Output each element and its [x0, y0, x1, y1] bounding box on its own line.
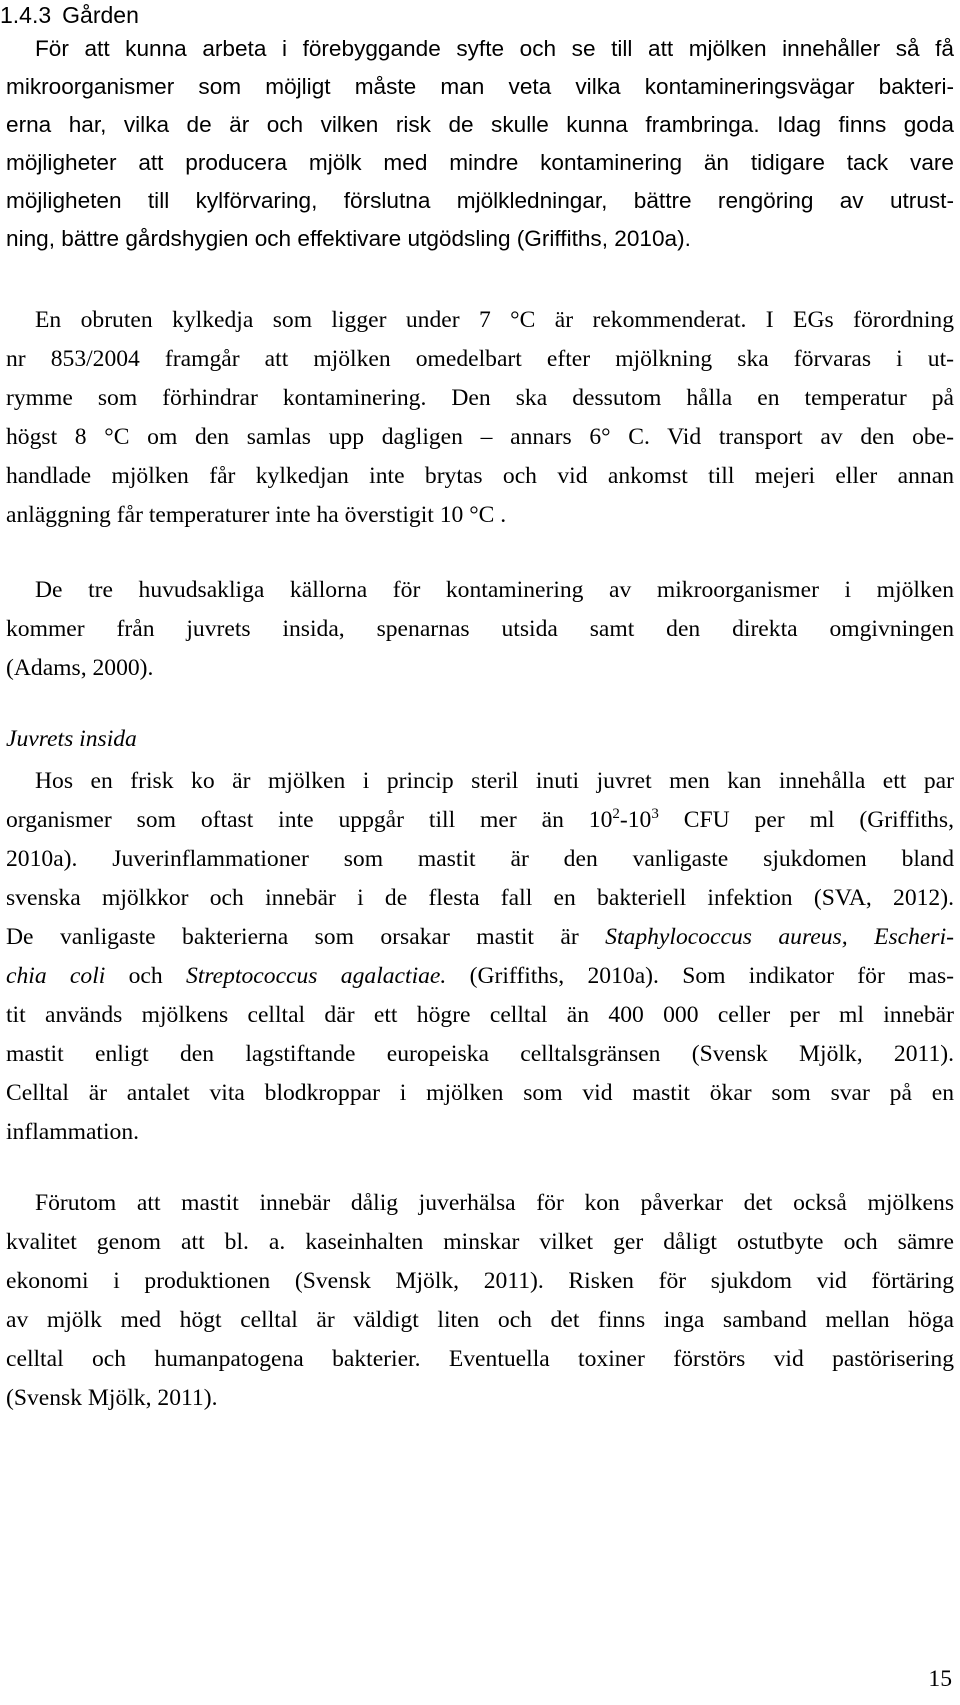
paragraph-line: nr 853/2004 framgår att mjölken omedelbart efter mjölkning ska förvaras i ut-: [6, 346, 954, 372]
section-number: 1.4.3: [0, 2, 52, 28]
paragraph-line: celltal och humanpatogena bakterier. Eventuella toxiner förstörs vid pastörisering: [6, 1346, 954, 1372]
paragraph-line: Celltal är antalet vita blodkroppar i mjölken som vid mastit ökar som svar på en: [6, 1080, 954, 1106]
paragraph-line: ekonomi i produktionen (Svensk Mjölk, 2011). Risken för sjukdom vid förtäring: [6, 1268, 954, 1294]
paragraph-line: [6, 917, 954, 957]
paragraph-line: mastit enligt den lagstiftande europeiska celltalsgränsen (Svensk Mjölk, 2011).: [6, 1041, 954, 1067]
paragraph-line: erna har, vilka de är och vilken risk de skulle kunna frambringa. Idag finns goda: [6, 112, 954, 137]
paragraph-line: En obruten kylkedja som ligger under 7 °C är rekommenderat. I EGs förordning: [35, 307, 954, 333]
paragraph-line: mikroorganismer som möjligt måste man veta vilka kontamineringsvägar bakteri-: [6, 74, 954, 99]
text-run: De vanligaste bakterierna som orsakar mastit är: [6, 924, 606, 950]
paragraph-line: anläggning får temperaturer inte ha överstigit 10 °C .: [6, 502, 507, 528]
section-title: Gården: [62, 2, 139, 28]
paragraph-line: För att kunna arbeta i förebyggande syfte och se till att mjölken innehåller så få: [35, 36, 954, 61]
paragraph-line: [6, 800, 954, 840]
paragraph-line: möjligheter att producera mjölk med mindre kontaminering än tidigare tack vare: [6, 150, 954, 175]
paragraph-line: högst 8 °C om den samlas upp dagligen – annars 6° C. Vid transport av den obe-: [6, 424, 954, 450]
paragraph-line: rymme som förhindrar kontaminering. Den ska dessutom hålla en temperatur på: [6, 385, 954, 411]
text-run: och: [105, 963, 187, 989]
subheading: Juvrets insida: [6, 726, 137, 752]
paragraph-line: kvalitet genom att bl. a. kaseinhalten minskar vilket ger dåligt ostutbyte och sämre: [6, 1229, 954, 1255]
superscript: 3: [651, 806, 659, 822]
paragraph-line: av mjölk med högt celltal är väldigt liten och det finns inga samband mellan höga: [6, 1307, 954, 1333]
section-heading: [0, 0, 139, 30]
species-name: chia coli: [6, 963, 106, 989]
paragraph-line: [6, 956, 954, 996]
text-run: organismer som oftast inte uppgår till mer än 10: [6, 807, 613, 833]
text-run: (Griffiths, 2010a). Som indikator för mas-: [446, 963, 954, 989]
paragraph-line: De tre huvudsakliga källorna för kontaminering av mikroorganismer i mjölken: [35, 577, 954, 603]
paragraph-line: Hos en frisk ko är mjölken i princip steril inuti juvret men kan innehålla ett par: [35, 768, 954, 794]
paragraph-line: möjligheten till kylförvaring, förslutna mjölkledningar, bättre rengöring av utrust-: [6, 188, 954, 213]
paragraph-line: (Adams, 2000).: [6, 655, 154, 681]
paragraph-line: Förutom att mastit innebär dålig juverhälsa för kon påverkar det också mjölkens: [35, 1190, 954, 1216]
paragraph-line: tit används mjölkens celltal där ett högre celltal än 400 000 celler per ml innebär: [6, 1002, 954, 1028]
text-run: -10: [619, 807, 652, 833]
paragraph-line: handlade mjölken får kylkedjan inte brytas och vid ankomst till mejeri eller annan: [6, 463, 954, 489]
paragraph-line: 2010a). Juverinflammationer som mastit är den vanligaste sjukdomen bland: [6, 846, 954, 872]
page-number: 15: [928, 1666, 952, 1692]
paragraph-line: ning, bättre gårdshygien och effektivare utgödsling (Griffiths, 2010a).: [6, 226, 691, 251]
paragraph-line: (Svensk Mjölk, 2011).: [6, 1385, 218, 1411]
paragraph-line: inflammation.: [6, 1119, 140, 1145]
species-name: Streptococcus agalactiae.: [186, 963, 447, 989]
superscript: 2: [612, 806, 620, 822]
paragraph-line: kommer från juvrets insida, spenarnas utsida samt den direkta omgivningen: [6, 616, 954, 642]
paragraph-line: svenska mjölkkor och innebär i de flesta fall en bakteriell infektion (SVA, 2012).: [6, 885, 954, 911]
text-run: CFU per ml (Griffiths,: [658, 807, 954, 833]
species-name: Staphylococcus aureus, Escheri-: [605, 924, 955, 950]
